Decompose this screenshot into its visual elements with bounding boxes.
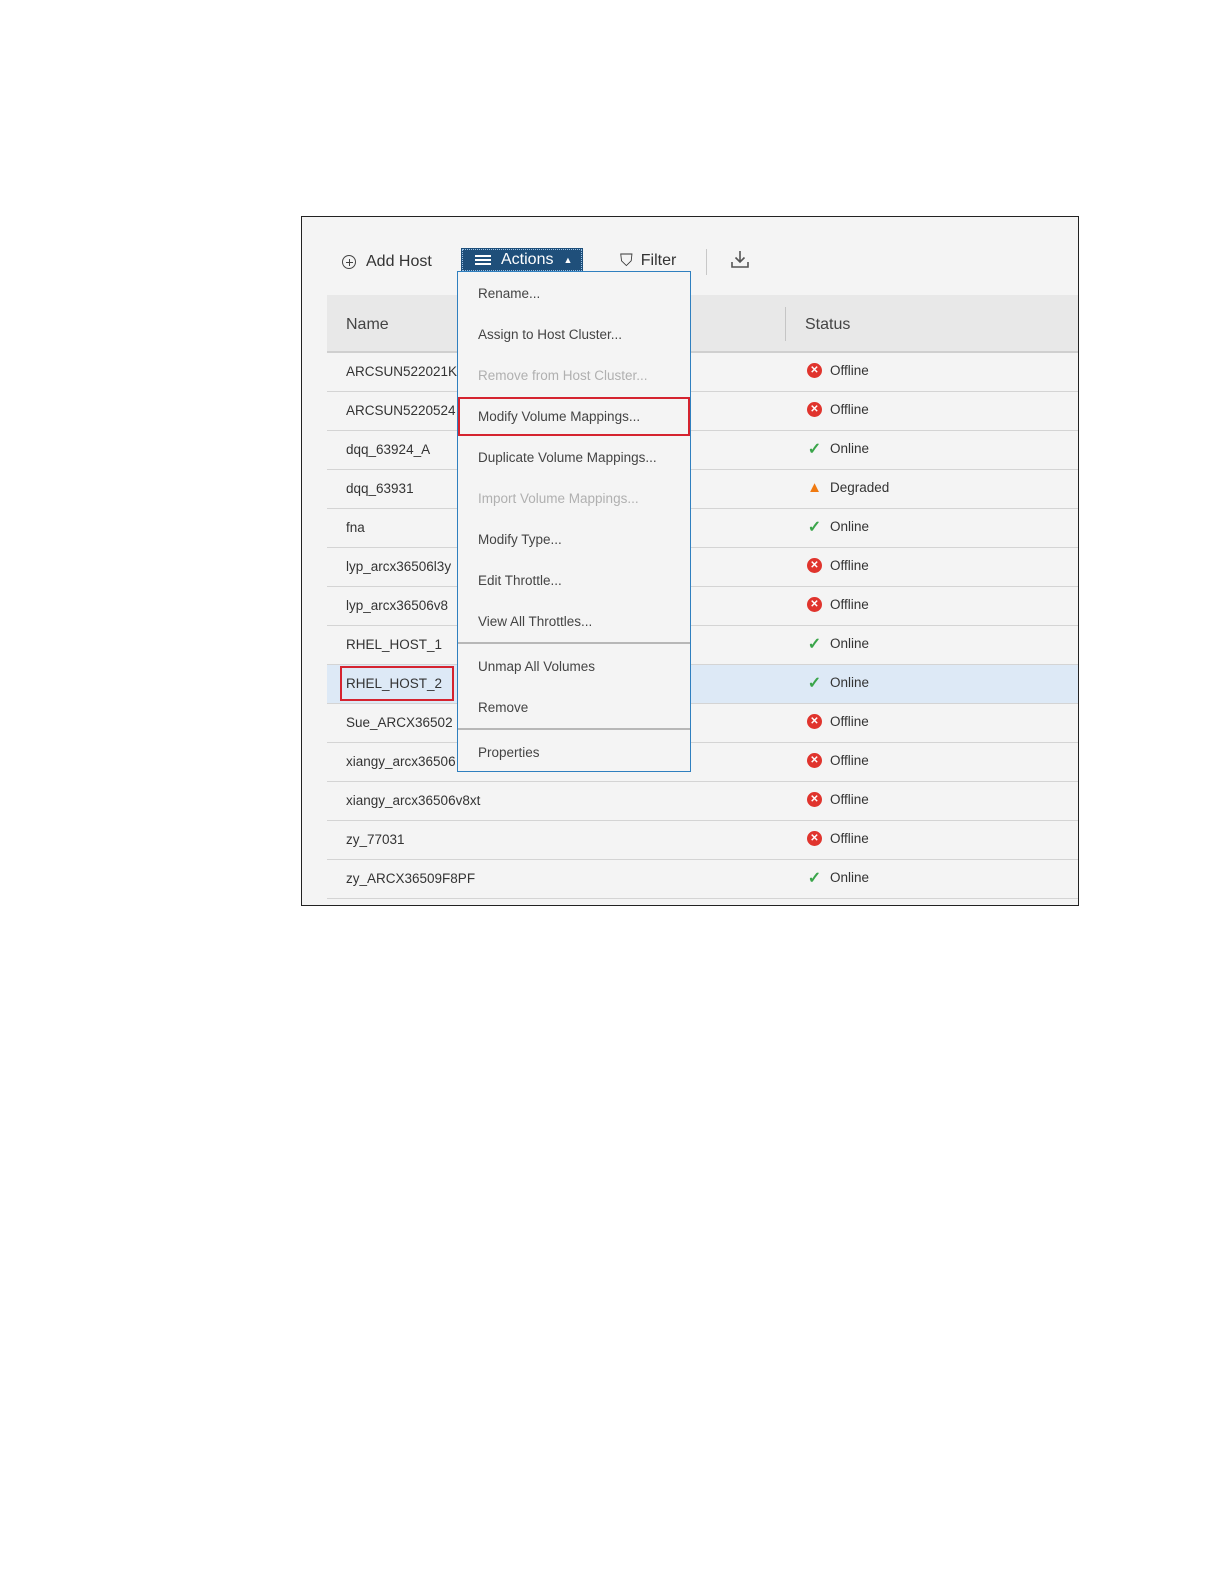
table-row[interactable]	[327, 704, 1078, 743]
menu-item-label: Modify Volume Mappings...	[478, 409, 641, 424]
add-host-label: Add Host	[366, 253, 432, 270]
table-row[interactable]	[327, 470, 1078, 509]
plus-circle-icon	[342, 255, 356, 269]
menu-item-label: Remove	[478, 700, 529, 715]
menu-item-label: Duplicate Volume Mappings...	[478, 450, 657, 465]
host-name-cell: ARCSUN522021K	[346, 364, 458, 379]
online-check-icon: ✓	[807, 635, 822, 653]
download-button[interactable]	[730, 249, 750, 269]
host-name-cell: dqq_63924_A	[346, 442, 431, 457]
online-check-icon: ✓	[807, 674, 822, 692]
download-icon	[730, 249, 750, 269]
menu-item-label: Unmap All Volumes	[478, 659, 596, 674]
menu-item[interactable]	[458, 731, 690, 772]
host-name-cell: zy_77031	[346, 832, 405, 847]
column-separator	[785, 307, 786, 341]
menu-item-label: Modify Type...	[478, 532, 562, 547]
host-name-cell: xiangy_arcx36506	[346, 754, 456, 769]
toolbar-divider	[706, 249, 707, 275]
host-name-cell: fna	[346, 520, 365, 535]
menu-item[interactable]	[458, 645, 690, 686]
column-header-status[interactable]: Status	[805, 316, 851, 333]
menu-item[interactable]	[458, 436, 690, 477]
status-label: Offline	[830, 831, 869, 846]
warning-triangle-icon: ▲	[807, 479, 822, 496]
table-header	[327, 295, 1078, 353]
host-name-cell: lyp_arcx36506v8	[346, 598, 449, 613]
table-body	[327, 353, 1078, 899]
table-row[interactable]	[327, 782, 1078, 821]
status-label: Offline	[830, 402, 869, 417]
menu-separator	[458, 642, 690, 644]
status-cell	[807, 870, 869, 885]
status-cell	[807, 753, 869, 768]
status-label: Degraded	[830, 480, 890, 495]
table-row[interactable]	[327, 743, 1078, 782]
menu-item-label: View All Throttles...	[478, 614, 593, 629]
status-label: Offline	[830, 363, 869, 378]
table-row[interactable]	[327, 353, 1078, 392]
status-label: Offline	[830, 753, 869, 768]
menu-item-label: Rename...	[478, 286, 541, 301]
menu-item-label: Edit Throttle...	[478, 573, 562, 588]
table-row[interactable]	[327, 665, 1078, 704]
add-host-button[interactable]	[342, 253, 432, 271]
status-label: Online	[830, 441, 870, 456]
table-row[interactable]	[327, 587, 1078, 626]
menu-lines-icon	[475, 255, 491, 265]
host-name-cell: ARCSUN5220524	[346, 403, 456, 418]
table-row[interactable]	[327, 509, 1078, 548]
offline-icon: ✕	[807, 831, 822, 846]
host-name-cell: RHEL_HOST_2	[346, 676, 443, 691]
status-cell	[807, 831, 869, 846]
menu-item[interactable]	[458, 395, 690, 436]
funnel-icon: ⛉	[620, 251, 633, 270]
menu-item-label: Import Volume Mappings...	[478, 491, 639, 506]
filter-button[interactable]	[620, 251, 676, 271]
menu-item	[458, 354, 690, 395]
menu-item[interactable]	[458, 313, 690, 354]
status-cell	[807, 402, 869, 417]
offline-icon: ✕	[807, 363, 822, 378]
status-label: Offline	[830, 792, 869, 807]
offline-icon: ✕	[807, 597, 822, 612]
offline-icon: ✕	[807, 558, 822, 573]
status-label: Online	[830, 636, 870, 651]
hosts-table	[327, 295, 1078, 899]
actions-button[interactable]	[461, 248, 583, 272]
status-cell	[807, 675, 869, 690]
actions-dropdown-menu	[457, 271, 691, 772]
host-name-cell: zy_ARCX36509F8PF	[346, 871, 476, 886]
menu-item[interactable]	[458, 600, 690, 641]
status-cell	[807, 597, 869, 612]
table-row[interactable]	[327, 392, 1078, 431]
host-name-cell: dqq_63931	[346, 481, 414, 496]
menu-item[interactable]	[458, 272, 690, 313]
status-cell	[807, 558, 869, 573]
menu-item-label: Assign to Host Cluster...	[478, 327, 623, 342]
status-cell	[807, 363, 869, 378]
host-name-cell: RHEL_HOST_1	[346, 637, 443, 652]
status-label: Online	[830, 675, 870, 690]
menu-item[interactable]	[458, 518, 690, 559]
status-label: Offline	[830, 714, 869, 729]
caret-up-icon: ▲	[563, 255, 573, 265]
status-label: Online	[830, 870, 870, 885]
menu-item-label: Properties	[478, 745, 540, 760]
status-cell	[807, 792, 869, 807]
online-check-icon: ✓	[807, 440, 822, 458]
status-label: Online	[830, 519, 870, 534]
table-row[interactable]	[327, 821, 1078, 860]
offline-icon: ✕	[807, 753, 822, 768]
offline-icon: ✕	[807, 402, 822, 417]
actions-label: Actions	[501, 251, 554, 268]
menu-item[interactable]	[458, 686, 690, 727]
status-cell	[807, 636, 869, 651]
status-cell	[807, 480, 889, 495]
offline-icon: ✕	[807, 792, 822, 807]
status-label: Offline	[830, 597, 869, 612]
filter-label: Filter	[640, 252, 677, 269]
table-row[interactable]	[327, 860, 1078, 899]
menu-separator	[458, 728, 690, 730]
status-cell	[807, 714, 869, 729]
host-name-cell: xiangy_arcx36506v8xt	[346, 793, 481, 808]
status-label: Offline	[830, 558, 869, 573]
table-row[interactable]	[327, 626, 1078, 665]
status-cell	[807, 441, 869, 456]
status-cell	[807, 519, 869, 534]
menu-item[interactable]	[458, 559, 690, 600]
table-row[interactable]	[327, 431, 1078, 470]
hosts-panel	[301, 216, 1079, 906]
offline-icon: ✕	[807, 714, 822, 729]
host-name-cell: Sue_ARCX36502	[346, 715, 453, 730]
menu-item-label: Remove from Host Cluster...	[478, 368, 648, 383]
column-header-name[interactable]: Name	[346, 316, 389, 333]
menu-item	[458, 477, 690, 518]
online-check-icon: ✓	[807, 869, 822, 887]
host-name-cell: lyp_arcx36506l3y	[346, 559, 452, 574]
online-check-icon: ✓	[807, 518, 822, 536]
table-row[interactable]	[327, 548, 1078, 587]
